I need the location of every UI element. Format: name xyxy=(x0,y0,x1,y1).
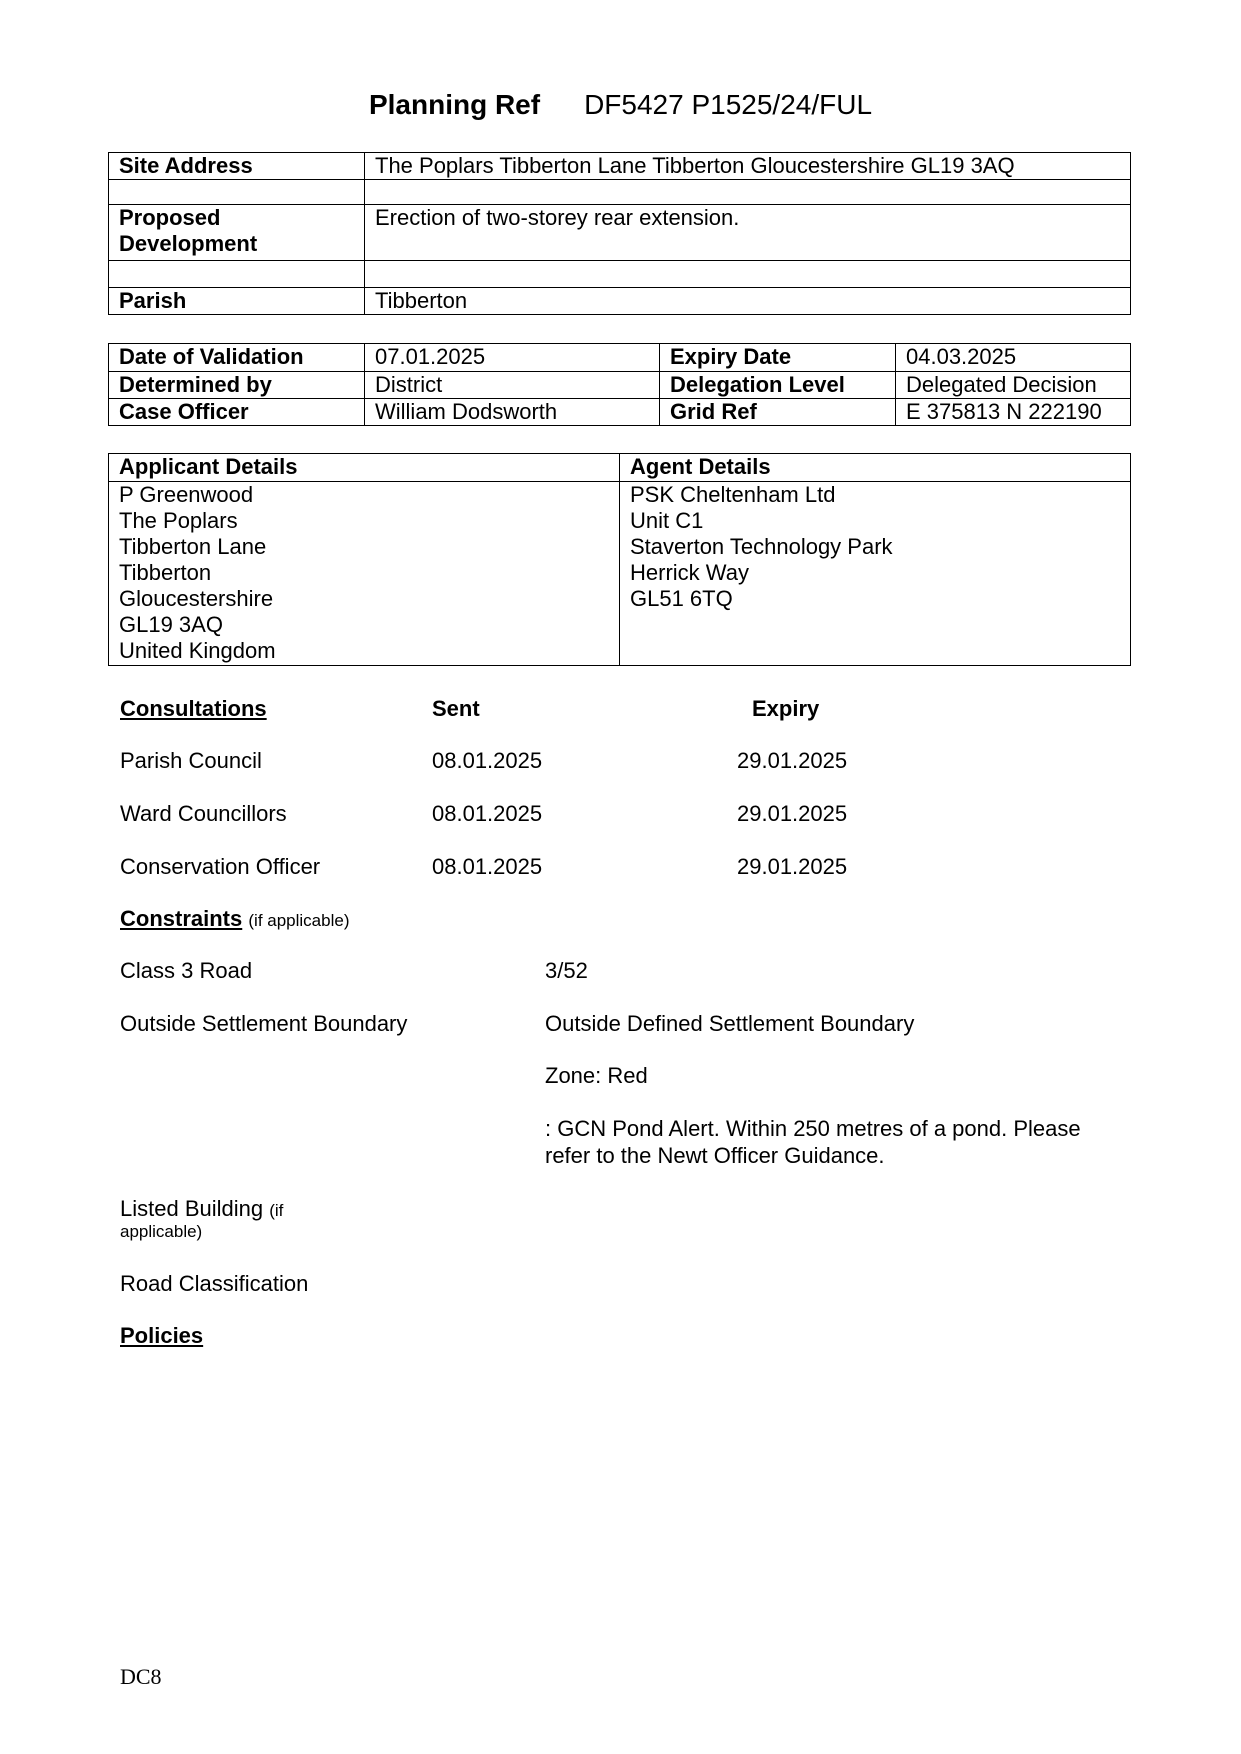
expiry-column-header: Expiry xyxy=(752,696,820,721)
parties-table xyxy=(108,453,1131,666)
dates-table xyxy=(108,343,1131,426)
consultee-name: Conservation Officer xyxy=(120,854,321,879)
consultee-expiry: 29.01.2025 xyxy=(737,854,848,879)
site-table xyxy=(108,152,1131,315)
page-title xyxy=(0,88,1241,122)
settlement-boundary-label: Outside Settlement Boundary xyxy=(120,1011,408,1036)
zone-value: Zone: Red xyxy=(545,1063,648,1088)
class3-road-label: Class 3 Road xyxy=(120,958,253,983)
expiry-date-label: Expiry Date xyxy=(660,344,896,372)
agent-details xyxy=(620,482,1131,666)
development-label-line: Development xyxy=(119,231,258,256)
agent-details-header: Agent Details xyxy=(620,454,1131,482)
settlement-boundary-value: Outside Defined Settlement Boundary xyxy=(545,1011,915,1036)
footer-code: DC8 xyxy=(120,1664,162,1689)
applicant-line: P Greenwood xyxy=(119,482,254,507)
case-officer-value: William Dodsworth xyxy=(365,399,660,426)
consultee-sent: 08.01.2025 xyxy=(432,748,543,773)
agent-line: Staverton Technology Park xyxy=(630,534,893,559)
applicant-details-header: Applicant Details xyxy=(109,454,620,482)
proposed-label-line: Proposed xyxy=(119,205,221,230)
applicant-details xyxy=(109,482,620,666)
agent-line: PSK Cheltenham Ltd xyxy=(630,482,836,507)
constraints-heading: Constraints xyxy=(120,906,243,931)
delegation-level-value: Delegated Decision xyxy=(896,372,1131,399)
applicant-line: Tibberton xyxy=(119,560,212,585)
determined-by-value: District xyxy=(365,372,660,399)
site-address-label: Site Address xyxy=(109,153,365,180)
applicant-line: The Poplars xyxy=(119,508,238,533)
constraints-heading-row xyxy=(120,906,349,934)
site-address-value: The Poplars Tibberton Lane Tibberton Gloucestershire GL19 3AQ xyxy=(365,153,1131,180)
applicant-line: Gloucestershire xyxy=(119,586,274,611)
listed-building-row xyxy=(120,1196,283,1224)
agent-line: GL51 6TQ xyxy=(630,586,733,611)
agent-line: Herrick Way xyxy=(630,560,749,585)
consultee-name: Ward Councillors xyxy=(120,801,287,826)
listed-building-label: Listed Building xyxy=(120,1196,264,1221)
agent-line: Unit C1 xyxy=(630,508,704,533)
listed-building-note: (if xyxy=(269,1201,284,1220)
validation-date-label: Date of Validation xyxy=(109,344,365,372)
consultee-name: Parish Council xyxy=(120,748,262,773)
sent-column-header: Sent xyxy=(432,696,480,721)
consultee-expiry: 29.01.2025 xyxy=(737,801,848,826)
applicant-line: United Kingdom xyxy=(119,638,276,663)
delegation-level-label: Delegation Level xyxy=(660,372,896,399)
case-officer-label: Case Officer xyxy=(109,399,365,426)
listed-building-note-cont: applicable) xyxy=(120,1222,203,1241)
gcn-alert-line: refer to the Newt Officer Guidance. xyxy=(545,1143,885,1168)
spacer-cell xyxy=(109,180,365,205)
policies-heading: Policies xyxy=(120,1323,204,1348)
constraints-note: (if applicable) xyxy=(248,911,350,930)
applicant-line: GL19 3AQ xyxy=(119,612,223,637)
parish-label: Parish xyxy=(109,288,365,315)
planning-ref-value: DF5427 P1525/24/FUL xyxy=(584,89,873,120)
spacer-cell xyxy=(109,261,365,288)
determined-by-label: Determined by xyxy=(109,372,365,399)
consultee-sent: 08.01.2025 xyxy=(432,854,543,879)
consultee-expiry: 29.01.2025 xyxy=(737,748,848,773)
spacer-cell xyxy=(365,261,1131,288)
grid-ref-value: E 375813 N 222190 xyxy=(896,399,1131,426)
parish-value: Tibberton xyxy=(365,288,1131,315)
proposed-development-label xyxy=(109,205,365,261)
consultations-heading: Consultations xyxy=(120,696,267,721)
consultee-sent: 08.01.2025 xyxy=(432,801,543,826)
proposed-development-value: Erection of two-storey rear extension. xyxy=(365,205,1131,261)
grid-ref-label: Grid Ref xyxy=(660,399,896,426)
validation-date-value: 07.01.2025 xyxy=(365,344,660,372)
applicant-line: Tibberton Lane xyxy=(119,534,267,559)
expiry-date-value: 04.03.2025 xyxy=(896,344,1131,372)
planning-ref-label: Planning Ref xyxy=(368,89,541,120)
class3-road-value: 3/52 xyxy=(545,958,588,983)
road-classification-label: Road Classification xyxy=(120,1271,309,1296)
spacer-cell xyxy=(365,180,1131,205)
gcn-alert-line: : GCN Pond Alert. Within 250 metres of a pond. Please xyxy=(545,1116,1081,1141)
